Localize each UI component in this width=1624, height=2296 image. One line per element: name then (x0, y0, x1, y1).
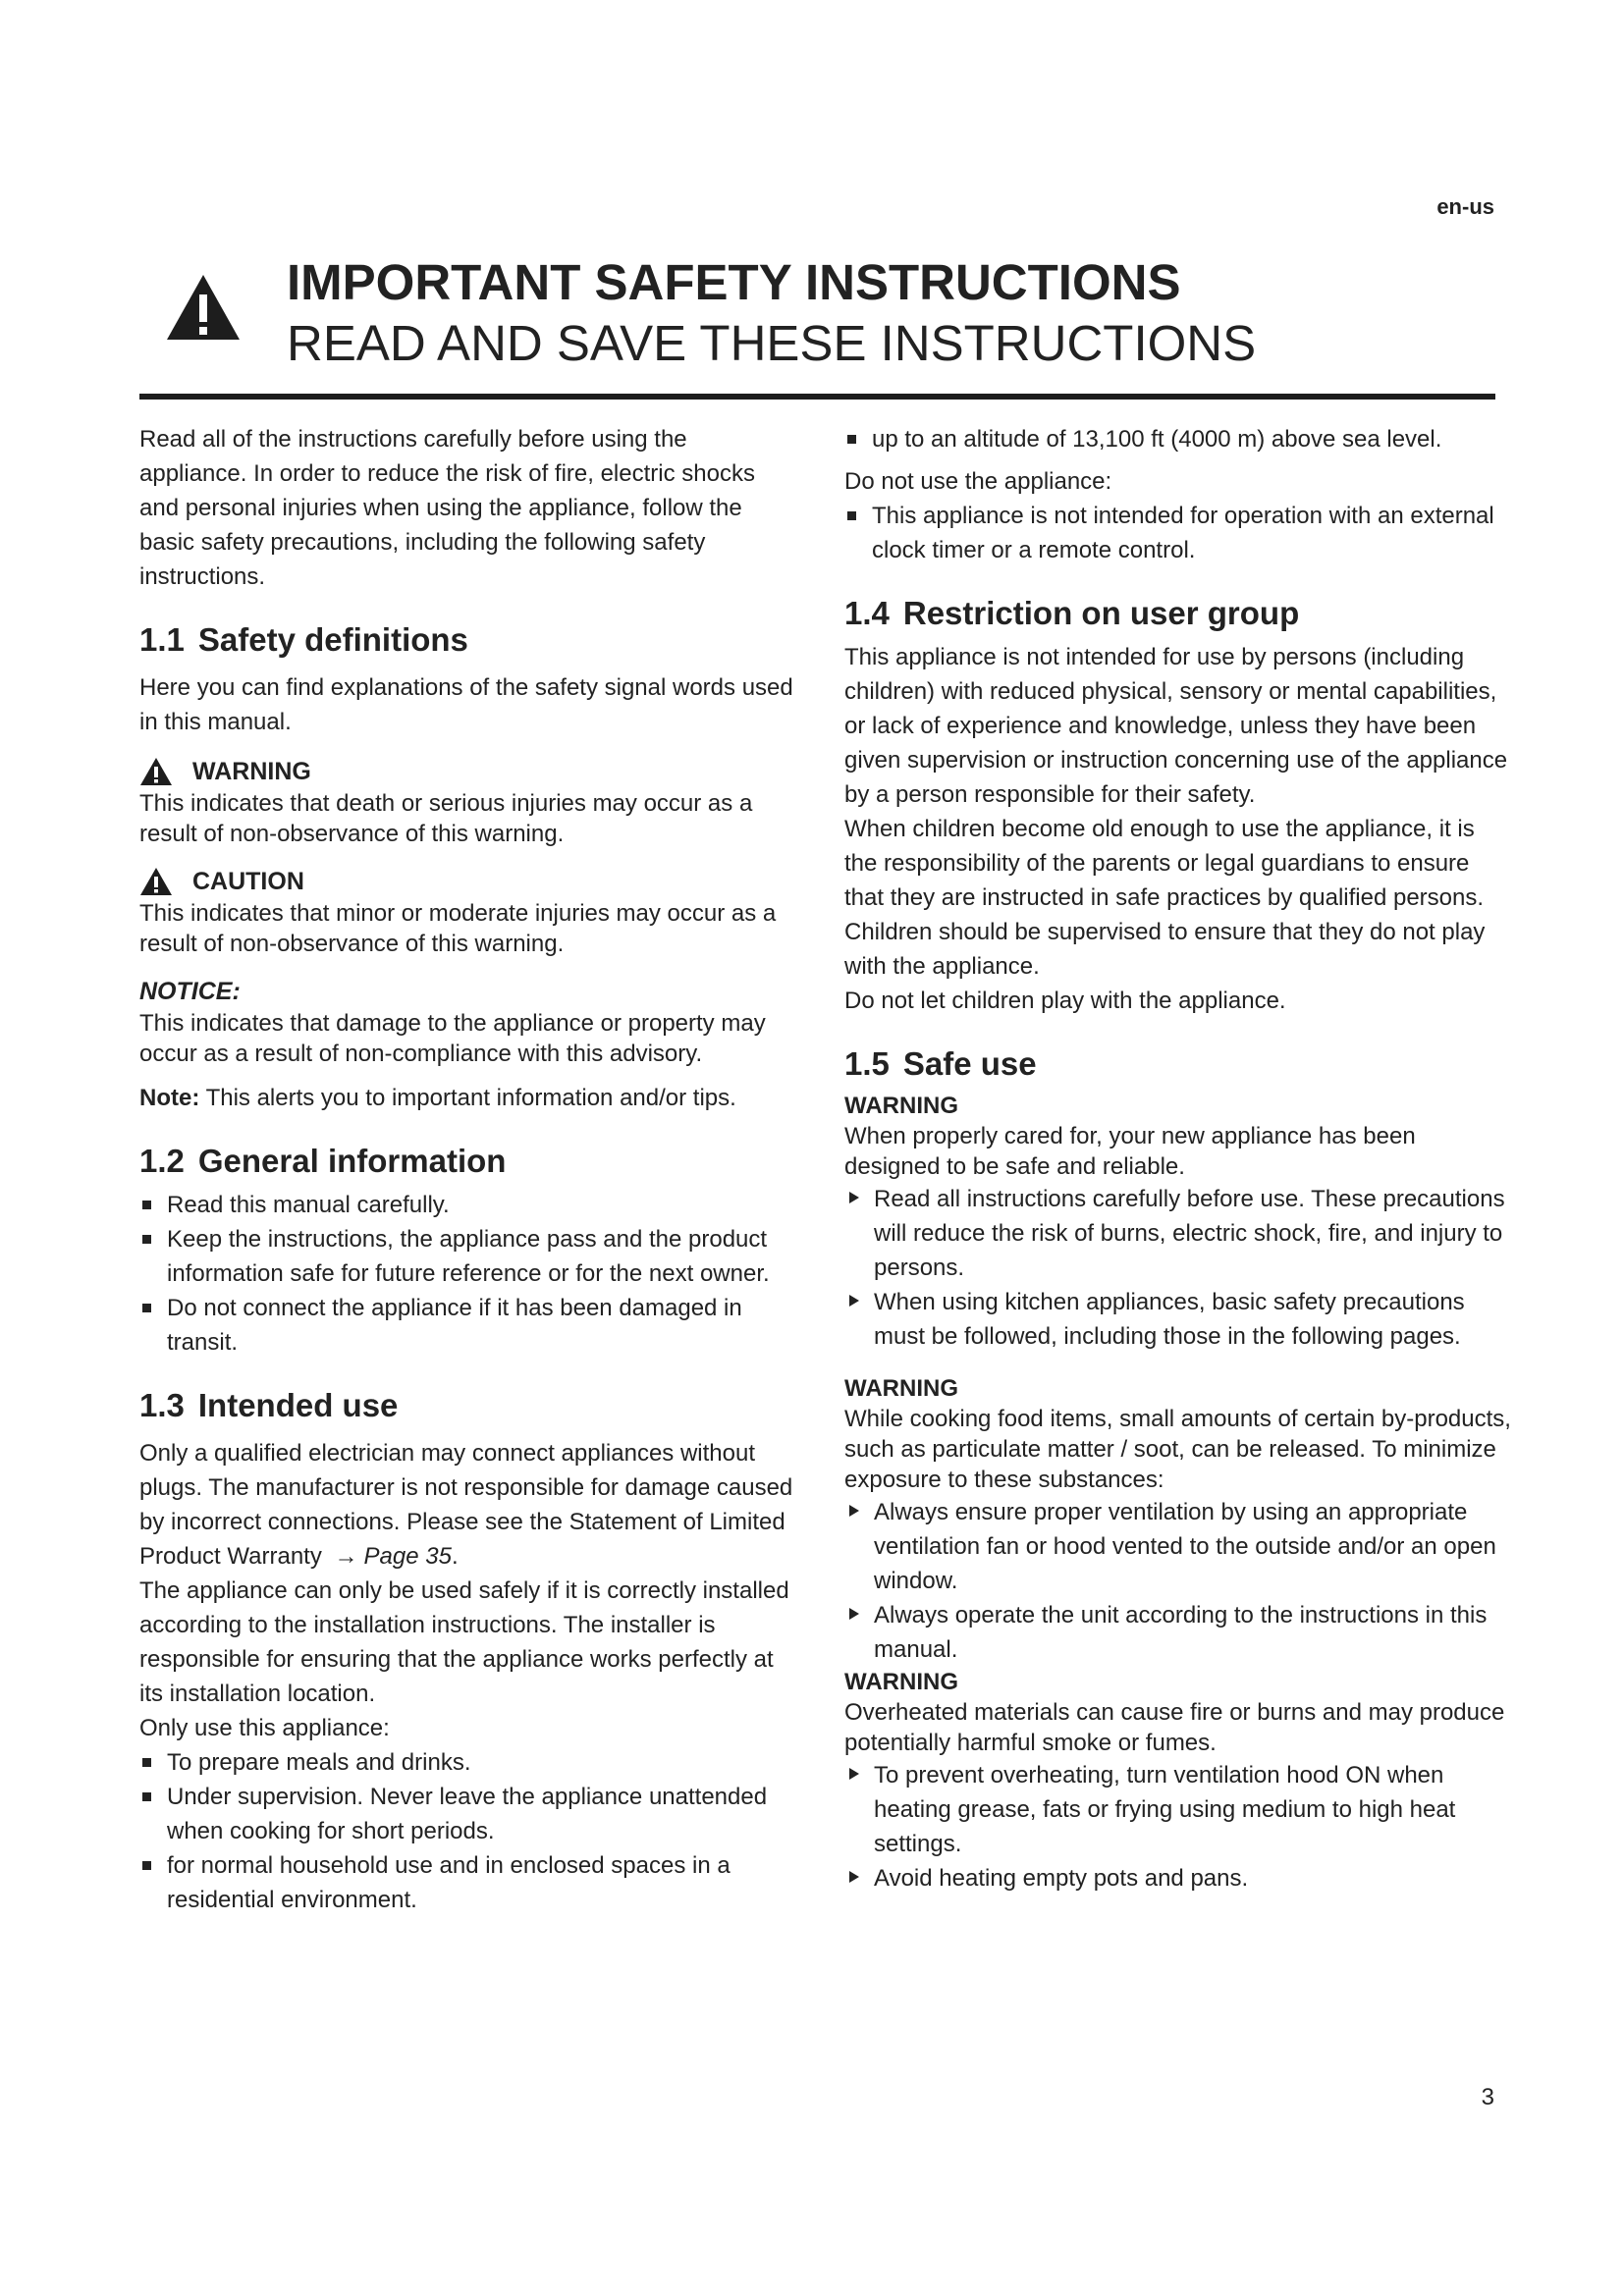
list-item: To prevent overheating, turn ventilation hood ON when heating grease, fats or frying using medium to high heat settings. (844, 1758, 1512, 1861)
warning-definition: This indicates that death or serious injuries may occur as a result of non-observance of this warning. (139, 790, 753, 847)
general-info-list (139, 1188, 797, 1360)
right-column (844, 422, 1512, 1896)
intended-use-text-2: The appliance can only be used safely if it is correctly installed according to the installation instructions. The installer is responsible for ensuring that the appliance works perfectly at its installation location. (139, 1577, 789, 1707)
notice-signal: NOTICE: (139, 978, 241, 1005)
warning-triangle-icon (139, 757, 173, 786)
safety-definitions-text: Here you can find explanations of the safety signal words used in this manual. (139, 674, 793, 735)
intended-use-text-1: Only a qualified electrician may connect appliances without plugs. The manufacturer is not responsible for damage caused by incorrect connections. Please see the Statement of Limited Product Warranty → Page 35. (139, 1440, 793, 1570)
warning-list-2 (844, 1495, 1512, 1667)
section-heading-1-5: 1.5 Safe use (844, 1045, 1037, 1082)
intended-use-text-3: Only use this appliance: (139, 1715, 390, 1741)
notice-definition: This indicates that damage to the appliance or property may occur as a result of non-compliance with this advisory. (139, 1010, 766, 1067)
warning-text: While cooking food items, small amounts of certain by-products, such as particulate matter / soot, can be released. To minimize exposure to these substances: (844, 1406, 1511, 1493)
list-item: Avoid heating empty pots and pans. (844, 1861, 1512, 1896)
list-item: Always operate the unit according to the instructions in this manual. (844, 1598, 1512, 1667)
list-item: Do not connect the appliance if it has been damaged in transit. (139, 1291, 797, 1360)
list-item: Keep the instructions, the appliance pass and the product information safe for future reference or for the next owner. (139, 1222, 797, 1291)
warning-triangle-icon (165, 273, 242, 342)
list-item: Read all instructions carefully before use. These precautions will reduce the risk of burns, electric shock, fire, and injury to persons. (844, 1182, 1512, 1285)
list-item: To prepare meals and drinks. (139, 1745, 797, 1780)
do-not-use-text: Do not use the appliance: (844, 468, 1112, 495)
warning-triangle-icon (139, 867, 173, 896)
section-heading-1-3: 1.3 Intended use (139, 1387, 399, 1423)
list-item: Read this manual carefully. (139, 1188, 797, 1222)
page-number: 3 (1481, 2084, 1494, 2110)
section-heading-1-2: 1.2 General information (139, 1143, 507, 1179)
warning-text: Overheated materials can cause fire or burns and may produce potentially harmful smoke or fumes. (844, 1699, 1505, 1756)
warning-label: WARNING (844, 1669, 958, 1695)
user-group-text-1: This appliance is not intended for use by persons (including children) with reduced physical, sensory or mental capabilities, or lack of experience and knowledge, unless they have been given supervision or instruction concerning use of the appliance by a person responsible for their safety. (844, 644, 1508, 808)
section-heading-1-4: 1.4 Restriction on user group (844, 595, 1300, 631)
note-definition: Note: This alerts you to important information and/or tips. (139, 1085, 736, 1111)
page-reference-link[interactable]: Page 35 (363, 1543, 452, 1570)
caution-definition: This indicates that minor or moderate injuries may occur as a result of non-observance of this warning. (139, 900, 777, 957)
list-item: up to an altitude of 13,100 ft (4000 m) above sea level. (844, 422, 1512, 456)
user-group-text-3: Children should be supervised to ensure that they do not play with the appliance. (844, 919, 1486, 980)
user-group-text-4: Do not let children play with the appliance. (844, 988, 1286, 1014)
page-subtitle: READ AND SAVE THESE INSTRUCTIONS (287, 315, 1257, 371)
list-item: This appliance is not intended for operation with an external clock timer or a remote control. (844, 499, 1512, 567)
list-item: for normal household use and in enclosed spaces in a residential environment. (139, 1848, 797, 1917)
warning-text: When properly cared for, your new appliance has been designed to be safe and reliable. (844, 1123, 1416, 1180)
warning-label: WARNING (844, 1375, 958, 1402)
warning-signal: WARNING (139, 755, 797, 788)
do-not-use-list (844, 499, 1512, 567)
language-code: en-us (1436, 194, 1494, 219)
intended-use-list (139, 1745, 797, 1917)
intro-paragraph: Read all of the instructions carefully before using the appliance. In order to reduce the risk of fire, electric shocks and personal injuries when using the appliance, follow the basic safety precautions, including the following safety instructions. (139, 426, 755, 590)
list-item: Under supervision. Never leave the appliance unattended when cooking for short periods. (139, 1780, 797, 1848)
section-heading-1-1: 1.1 Safety definitions (139, 621, 468, 658)
page-title: IMPORTANT SAFETY INSTRUCTIONS (287, 254, 1181, 310)
warning-list-1 (844, 1182, 1512, 1354)
warning-list-3 (844, 1758, 1512, 1896)
list-item: When using kitchen appliances, basic safety precautions must be followed, including those in the following pages. (844, 1285, 1512, 1354)
user-group-text-2: When children become old enough to use the appliance, it is the responsibility of the parents or legal guardians to ensure that they are instructed in safe practices by qualified persons. (844, 816, 1485, 911)
left-column (139, 422, 797, 1917)
warning-label: WARNING (844, 1093, 958, 1119)
header-divider (139, 394, 1495, 400)
caution-signal: CAUTION (139, 865, 797, 898)
intended-use-list-continued (844, 422, 1512, 456)
list-item: Always ensure proper ventilation by using an appropriate ventilation fan or hood vented to the outside and/or an open window. (844, 1495, 1512, 1598)
